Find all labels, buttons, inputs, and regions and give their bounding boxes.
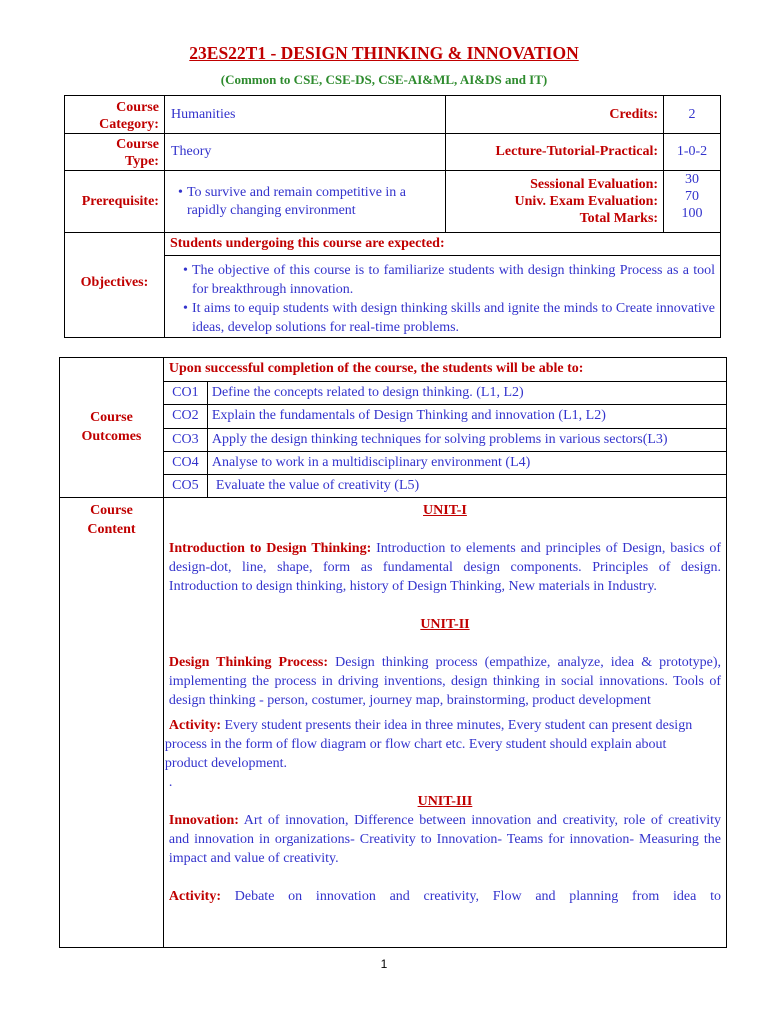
objective-item: • The objective of this course is to familiarize students with design thinking Process as a tool for breakthrough innovation. xyxy=(182,263,715,297)
unit-3-activity: Activity: Debate on innovation and creativity, Flow and planning from idea to xyxy=(168,889,721,904)
objective-item: • It aims to equip students with design thinking skills and ignite the minds to Create innovative ideas, develop solutions for real-time problems. xyxy=(182,301,715,335)
course-content-label: Course Content xyxy=(60,498,164,948)
course-outcomes-label: Course Outcomes xyxy=(60,358,164,498)
bullet-icon: • xyxy=(177,185,183,200)
co-text: Evaluate the value of creativity (L5) xyxy=(207,475,726,498)
credits-value: 2 xyxy=(664,96,721,134)
unit-3-title: UNIT-III xyxy=(417,794,473,809)
course-content xyxy=(163,498,726,948)
co-text: Explain the fundamentals of Design Thinking and innovation (L1, L2) xyxy=(207,405,726,429)
unit-2-body: Design Thinking Process: Design thinking process (empathize, analyze, idea & prototype), implementing the process in driving inventions, design thinking in social innovations. Tools of design thinking - person, costumer, journey map, brainstorming, product development xyxy=(168,655,721,708)
document-title: 23ES22T1 - DESIGN THINKING & INNOVATION xyxy=(189,43,579,63)
co-code: CO2 xyxy=(163,405,207,429)
unit-1-body: Introduction to Design Thinking: Introduction to elements and principles of Design, basics of design-dot, line, shape, form as fundamental design components. Principles of design. Introduction to design thinking, history of Design Thinking, New materials in Industry. xyxy=(168,541,722,594)
page-number: 1 xyxy=(380,957,388,971)
credits-label: Credits: xyxy=(446,96,664,134)
prerequisite-value xyxy=(164,171,446,233)
prerequisite-item: • To survive and remain competitive in a rapidly changing environment xyxy=(177,185,407,218)
course-category-value: Humanities xyxy=(164,96,446,134)
outcomes-header: Upon successful completion of the course, the students will be able to: xyxy=(163,358,726,382)
co-text: Apply the design thinking techniques for solving problems in various sectors(L3) xyxy=(207,429,726,452)
course-outcomes-content-table xyxy=(59,357,727,948)
co-code: CO5 xyxy=(163,475,207,498)
co-text: Analyse to work in a multidisciplinary environment (L4) xyxy=(207,452,726,475)
course-type-value: Theory xyxy=(164,134,446,171)
course-type-label: Course Type: xyxy=(65,134,165,171)
unit-2-title: UNIT-II xyxy=(420,617,470,632)
unit-2-activity: Activity: Every student presents their idea in three minutes, Every student can present design process in the form of flow diagram or flow chart etc. Every student should explain about product development. xyxy=(164,718,693,771)
bullet-icon: • xyxy=(182,301,188,316)
evaluation-labels: Sessional Evaluation: Univ. Exam Evaluation: Total Marks: xyxy=(446,171,664,233)
course-category-label: Course Category: xyxy=(65,96,165,134)
ltp-value: 1-0-2 xyxy=(664,134,721,171)
stray-dot: . xyxy=(168,775,173,790)
prerequisite-label: Prerequisite: xyxy=(65,171,165,233)
unit-3-body: Innovation: Art of innovation, Difference between innovation and creativity, role of creativity and innovation in organizations- Creativity to Innovation- Teams for innovation- Measuring the impact and value of creativity. xyxy=(168,813,721,866)
unit-1-title: UNIT-I xyxy=(423,503,467,518)
course-info-table xyxy=(64,95,721,338)
co-code: CO3 xyxy=(163,429,207,452)
evaluation-values: 30 70 100 xyxy=(664,171,721,233)
co-text: Define the concepts related to design thinking. (L1, L2) xyxy=(207,382,726,405)
objectives-label: Objectives: xyxy=(65,233,165,338)
co-code: CO4 xyxy=(163,452,207,475)
co-code: CO1 xyxy=(163,382,207,405)
ltp-label: Lecture-Tutorial-Practical: xyxy=(446,134,664,171)
objectives-content: Students undergoing this course are expected: • The objective of this course is to familiarize students with design thinking Process as a tool for breakthrough innovation. • It aims to equip students with design thinking skills and ignite the minds to Create innovative ideas, develop solutions for real-time problems. xyxy=(164,233,720,338)
bullet-icon: • xyxy=(182,263,188,278)
document-subtitle: (Common to CSE, CSE-DS, CSE-AI&ML, AI&DS and IT) xyxy=(220,72,548,87)
